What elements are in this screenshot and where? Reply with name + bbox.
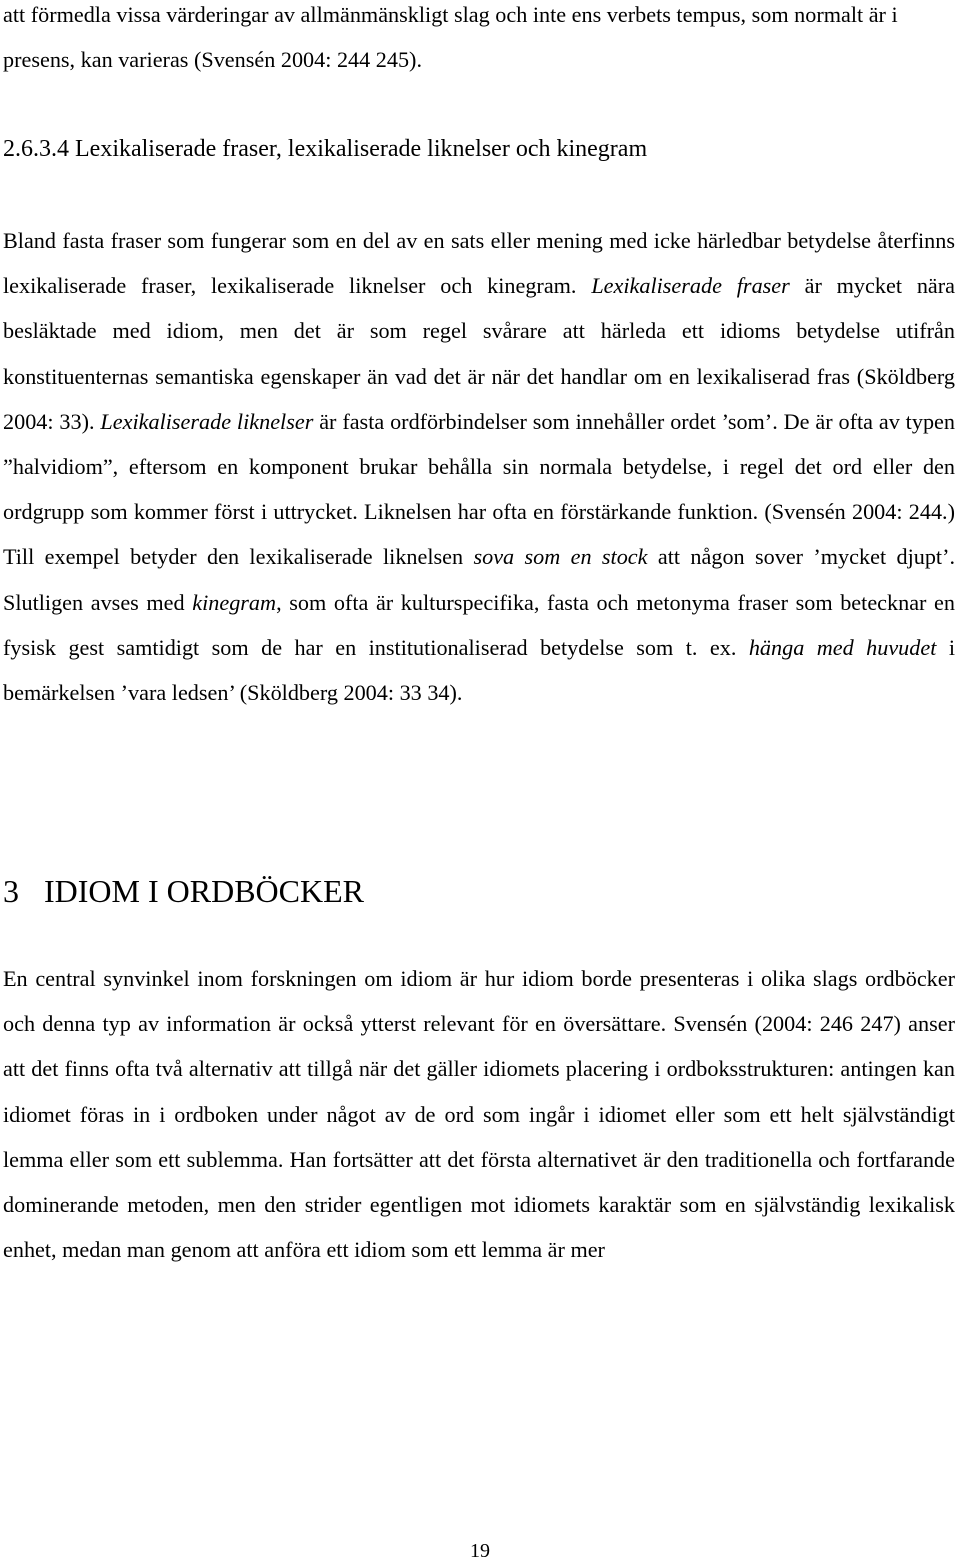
chapter-title: IDIOM I ORDBÖCKER [44, 873, 364, 909]
chapter-number: 3 [3, 873, 19, 909]
example-hanga-med-huvudet: hänga med huvudet [748, 634, 937, 660]
intro-paragraph: att förmedla vissa värderingar av allmänmänskligt slag och inte ens verbets tempus, som normalt är i presens, kan varieras (Svensén 2004: 244 245). [3, 2, 898, 73]
text-run: är mycket nära besläktade med idiom, men det är som regel svårare att härleda ett idioms betydelse utifrån konstituenternas semantiska egenskaper än vad det är när det handlar om en lexikaliserad fras (Sköldberg 2004: 33). [3, 273, 955, 434]
text-run: Bland fasta fraser som fungerar som en del av en sats eller mening med icke härledbar betydelse återfinns lexikaliserade fraser, lexikaliserade liknelser och kinegram. [3, 228, 955, 299]
text-run: , som ofta är kulturspecifika, fasta och metonyma fraser som betecknar en fysisk gest samtidigt som de har en institutionaliserad betydelse som t. ex. [3, 589, 955, 660]
section-heading: 2.6.3.4 Lexikaliserade fraser, lexikaliserade liknelser och kinegram [3, 136, 648, 162]
term-kinegram: kinegram [192, 589, 277, 615]
example-sova-som-en-stock: sova som en stock [473, 544, 648, 570]
text-run: att någon sover ’mycket djupt’. Slutligen avses med [3, 544, 956, 615]
term-lexikaliserade-fraser: Lexikaliserade fraser [591, 273, 790, 299]
text-run: är fasta ordförbindelser som innehåller ordet ’som’. De är ofta av typen ”halvidiom”, eftersom en komponent brukar behålla sin normala betydelse, i regel det ord eller den ordgrupp som kommer först i uttrycket. Liknelsen har ofta en förstärkande funktion. (Svensén 2004: 244.) Till exempel betyder den lexikaliserade liknelsen [3, 408, 955, 570]
text-run: i bemärkelsen ’vara ledsen’ (Sköldberg 2004: 33 34). [3, 634, 955, 706]
section-paragraph [3, 218, 955, 715]
chapter-heading [3, 866, 364, 916]
term-lexikaliserade-liknelser: Lexikaliserade liknelser [100, 408, 314, 434]
page-number: 19 [470, 1540, 490, 1562]
chapter-paragraph: En central synvinkel inom forskningen om idiom är hur idiom borde presenteras i olika slags ordböcker och denna typ av information är också ytterst relevant för en översättare. Svensén (2004: 246 247) anser att det finns ofta två alternativ att tillgå när det gäller idiomets placering i ordboksstrukturen: antingen kan idiomet föras in i ordboken under något av de ord som ingår i idiomet eller som ett helt självständigt lemma eller som ett sublemma. Han fortsätter att det första alternativet är den traditionella och fortfarande dominerande metoden, men den strider egentligen mot idiomets karaktär som en självständig lexikalisk enhet, medan man genom att anföra ett idiom som ett lemma är mer [3, 966, 955, 1263]
